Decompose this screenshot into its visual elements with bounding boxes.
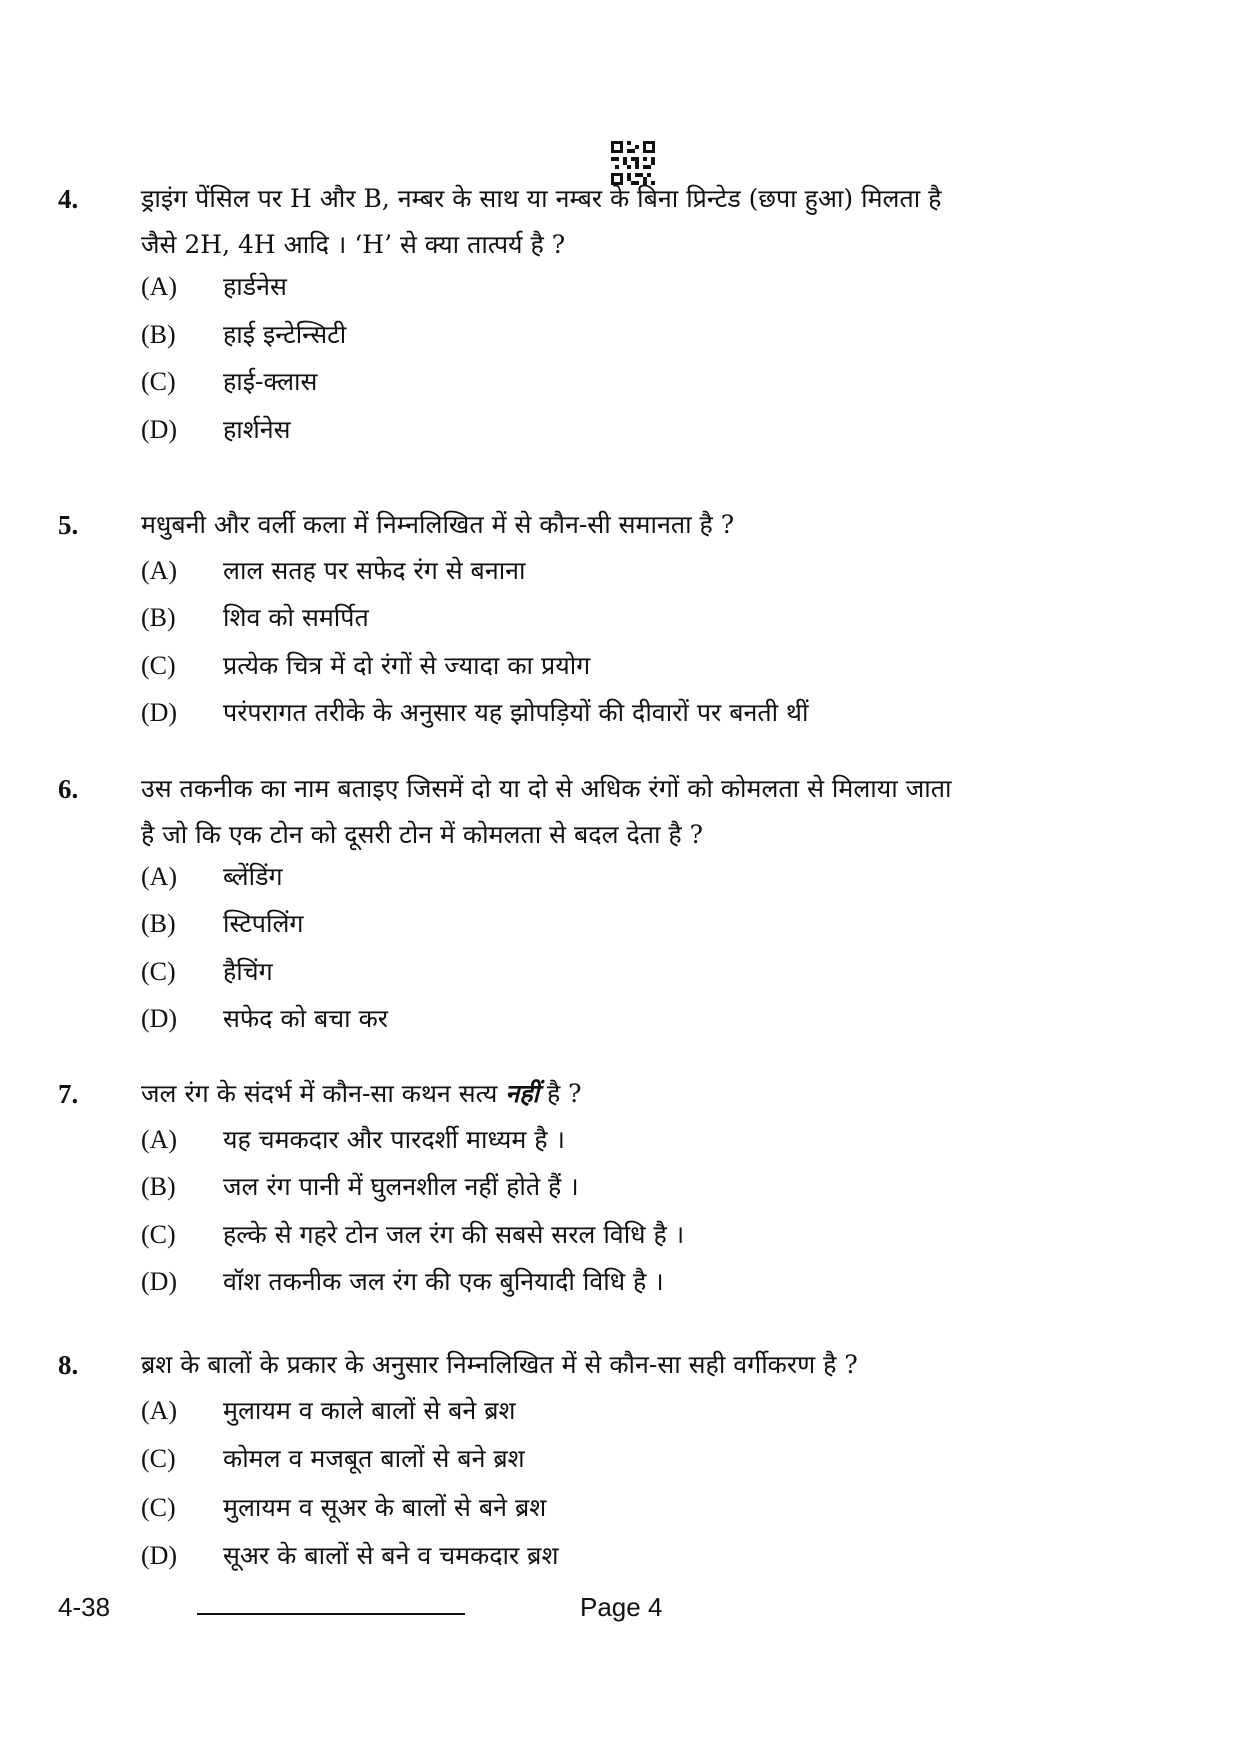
question-number: 7. <box>58 1079 79 1109</box>
option-text: हाई इन्टेन्सिटी <box>223 320 347 349</box>
option-label: (D) <box>141 1004 178 1033</box>
option-label: (C) <box>141 1493 176 1522</box>
option-c[interactable] <box>141 1212 684 1258</box>
question-text-line: ड्राइंग पेंसिल पर H और B, नम्बर के साथ या नम्बर के बिना प्रिन्टेड (छपा हुआ) मिलता है <box>141 184 942 213</box>
option-d[interactable] <box>141 690 808 736</box>
question-text <box>141 176 1141 268</box>
option-text: सूअर के बालों से बने व चमकदार ब्रश <box>223 1541 559 1570</box>
option-c[interactable] <box>141 949 273 995</box>
option-text: हार्डनेस <box>223 272 287 301</box>
question-text <box>141 502 1141 548</box>
option-d[interactable] <box>141 996 388 1042</box>
question-number: 8. <box>58 1350 79 1380</box>
option-b[interactable] <box>141 595 369 641</box>
option-b[interactable] <box>141 312 346 358</box>
question-text-emphasis: नहीं <box>505 1079 539 1108</box>
option-a[interactable] <box>141 854 283 900</box>
option-label: (A) <box>141 1125 178 1154</box>
question-text-line: जैसे 2H, 4H आदि । ‘H’ से क्या तात्पर्य है ? <box>141 230 566 259</box>
option-a[interactable] <box>141 1388 516 1434</box>
page-number: Page 4 <box>580 1592 663 1622</box>
option-d[interactable] <box>141 1259 664 1305</box>
option-label: (A) <box>141 556 178 585</box>
question-text-line: ब्रश के बालों के प्रकार के अनुसार निम्नलिखित में से कौन-सा सही वर्गीकरण है ? <box>141 1350 858 1379</box>
question-number: 4. <box>58 184 79 214</box>
option-d[interactable] <box>141 1533 558 1579</box>
option-c[interactable] <box>141 643 590 689</box>
option-label: (B) <box>141 909 176 938</box>
option-label: (D) <box>141 1267 178 1296</box>
option-text: मुलायम व सूअर के बालों से बने ब्रश <box>223 1493 547 1522</box>
question-text-part: है ? <box>539 1079 582 1108</box>
option-text: हैचिंग <box>223 957 273 986</box>
footer-divider <box>197 1613 465 1615</box>
option-text: कोमल व मजबूत बालों से बने ब्रश <box>223 1444 525 1473</box>
option-text: मुलायम व काले बालों से बने ब्रश <box>223 1396 516 1425</box>
option-label: (D) <box>141 698 178 727</box>
option-label: (A) <box>141 272 178 301</box>
option-text: जल रंग पानी में घुलनशील नहीं होते हैं । <box>223 1172 579 1201</box>
option-text: यह चमकदार और पारदर्शी माध्यम है । <box>223 1125 565 1154</box>
question-number: 5. <box>58 510 79 540</box>
option-text: सफेद को बचा कर <box>223 1004 389 1033</box>
question-text-line: उस तकनीक का नाम बताइए जिसमें दो या दो से अधिक रंगों को कोमलता से मिलाया जाता <box>141 774 952 803</box>
option-d[interactable] <box>141 407 291 453</box>
option-label: (C) <box>141 957 176 986</box>
option-text: ब्लेंडिंग <box>223 862 283 891</box>
option-c[interactable] <box>141 1485 546 1531</box>
option-b[interactable] <box>141 1436 525 1482</box>
option-b[interactable] <box>141 901 304 947</box>
option-text: हार्शनेस <box>223 415 291 444</box>
option-b[interactable] <box>141 1164 579 1210</box>
option-label: (D) <box>141 415 178 444</box>
question-text <box>141 1342 1141 1388</box>
question-text <box>141 1071 1141 1117</box>
option-text: प्रत्येक चित्र में दो रंगों से ज्यादा का प्रयोग <box>223 651 591 680</box>
option-label: (D) <box>141 1541 178 1570</box>
paper-code: 4-38 <box>58 1592 111 1622</box>
question-text-line: मधुबनी और वर्ली कला में निम्नलिखित में से कौन-सी समानता है ? <box>141 510 735 539</box>
question-number: 6. <box>58 774 79 804</box>
option-a[interactable] <box>141 1117 565 1163</box>
option-a[interactable] <box>141 548 526 594</box>
question-text-line: है जो कि एक टोन को दूसरी टोन में कोमलता से बदल देता है ? <box>141 820 704 849</box>
option-text: स्टिपलिंग <box>223 909 304 938</box>
option-label: (C) <box>141 1444 176 1473</box>
question-text <box>141 766 1141 858</box>
option-text: परंपरागत तरीके के अनुसार यह झोपड़ियों की दीवारों पर बनती थीं <box>223 698 809 727</box>
option-text: हाई-क्लास <box>223 367 318 396</box>
option-label: (C) <box>141 367 176 396</box>
option-label: (B) <box>141 603 176 632</box>
option-text: शिव को समर्पित <box>223 603 369 632</box>
option-c[interactable] <box>141 359 317 405</box>
question-text-part: जल रंग के संदर्भ में कौन-सा कथन सत्य <box>141 1079 506 1108</box>
option-text: वॉश तकनीक जल रंग की एक बुनियादी विधि है । <box>223 1267 664 1296</box>
option-label: (C) <box>141 1220 176 1249</box>
option-text: हल्के से गहरे टोन जल रंग की सबसे सरल विधि है । <box>223 1220 685 1249</box>
option-label: (B) <box>141 1172 176 1201</box>
option-label: (C) <box>141 651 176 680</box>
option-text: लाल सतह पर सफेद रंग से बनाना <box>223 556 526 585</box>
option-label: (A) <box>141 862 178 891</box>
option-label: (A) <box>141 1396 178 1425</box>
option-a[interactable] <box>141 264 287 310</box>
option-label: (B) <box>141 320 176 349</box>
